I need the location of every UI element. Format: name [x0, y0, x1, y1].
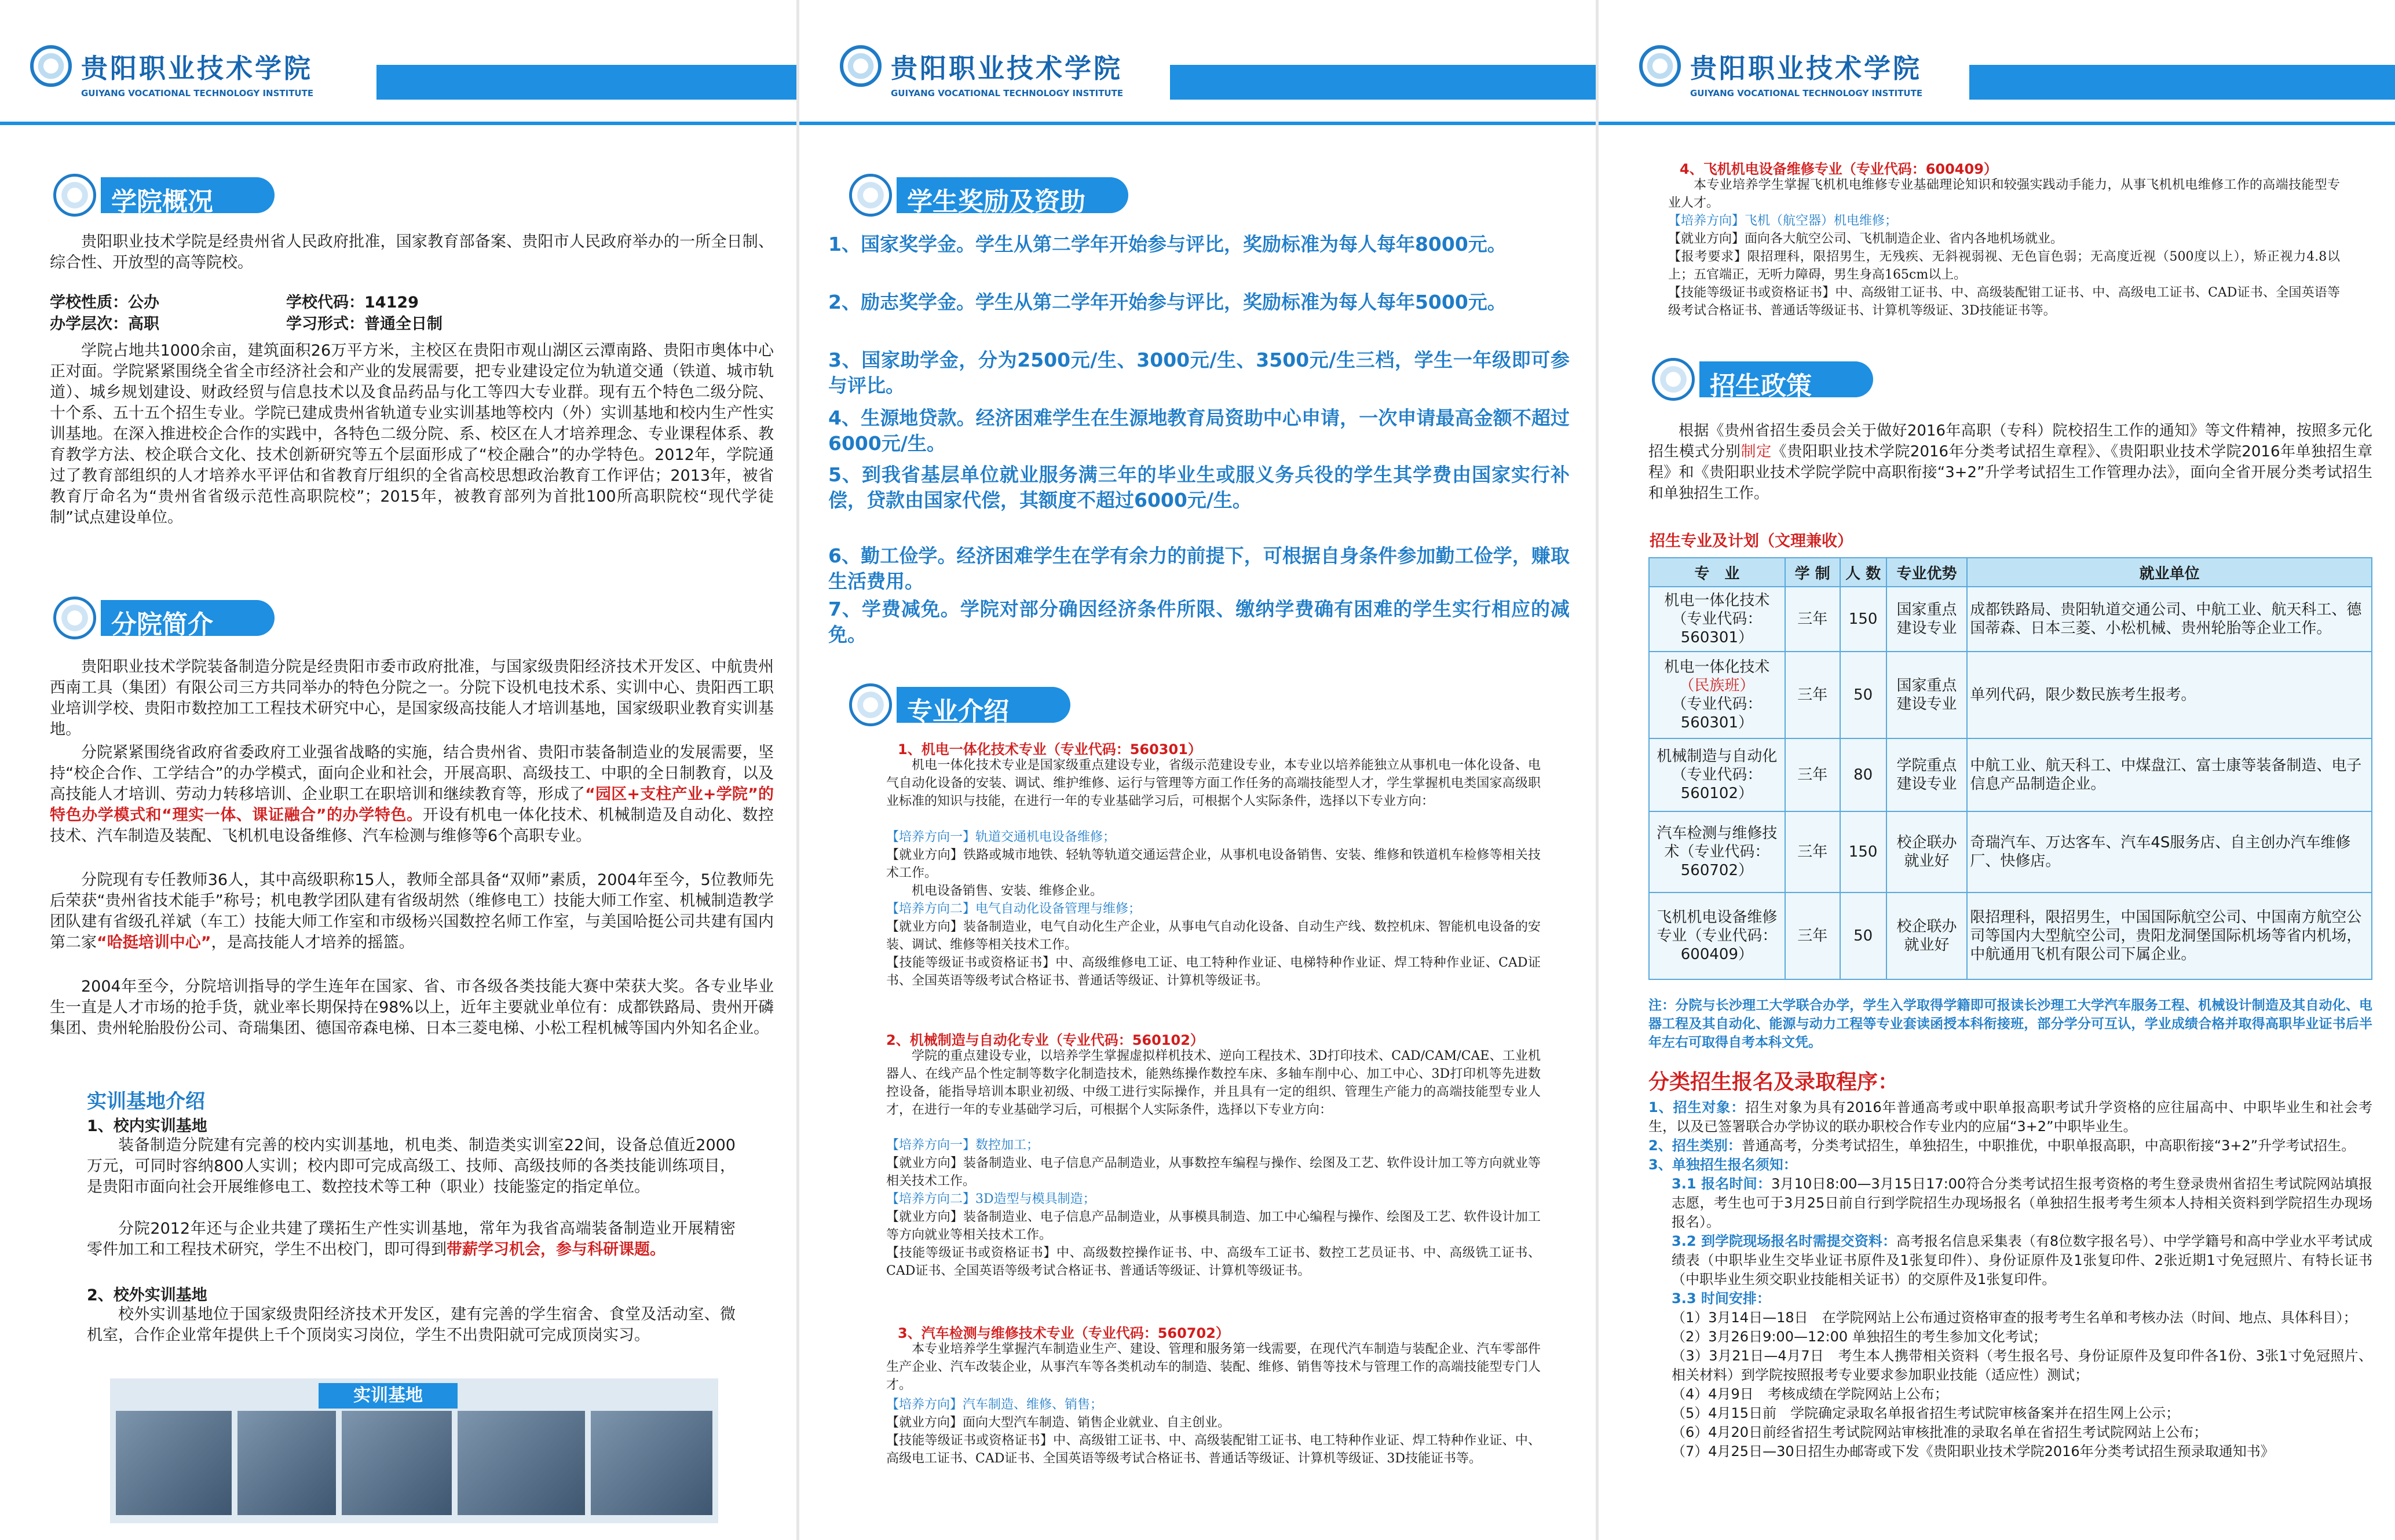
procedure-item: （1）3月14日—18日 在学院网站上公布通过资格审查的报考考生名单和考核办法（时间、地点、具体科目）； — [1672, 1309, 2357, 1326]
table-row — [1649, 892, 2372, 979]
cell-employers: 奇瑞汽车、万达客车、汽车4S服务店、自主创办汽车维修厂、快修店。 — [1967, 811, 2372, 892]
training-photos — [110, 1378, 718, 1523]
base-internal-text: 装备制造分院建有完善的校内实训基地，机电类、制造类实训室22间，设备总值近2000万元，可同时容纳800人实训；校内即可完成高级工、技师、高级技师的各类技能训练项目，是贵阳市面向社会开展维修电工、数控技术等工种（职业）技能鉴定的指定单位。 — [87, 1136, 736, 1196]
cell-major: 机电一体化技术（专业代码：560301） — [1649, 587, 1785, 652]
aid-item-7: 7、学费减免。学院对部分确因经济条件所限、缴纳学费确有困难的学生实行相应的减免。 — [828, 598, 1570, 646]
panel-right — [1599, 0, 2395, 1540]
procedure-item: 1、招生对象：招生对象为具有2016年普通高考或中职单报高职考试升学资格的应往届高中、中职毕业生和社会考生，以及已签署联合办学协议的联办职校合作专业内的应届“3+2”中职毕业生。 — [1648, 1099, 2373, 1135]
cell-employers: 限招理科，限招男生，中国国际航空公司、中国南方航空公司等国内大型航空公司，贵阳龙洞堡国际机场等省内机场，中航通用飞机有限公司下属企业。 — [1967, 892, 2372, 979]
major-4-detail: 【培养方向】飞机（航空器）机电维修； 【就业方向】面向各大航空公司、飞机制造企业、省内各地机场就业。 【报考要求】限招理科，限招男生，无残疾、无斜视弱视、无色盲色弱；无高度近视（500度以上），矫正视力4.8以上；五官端正，无听力障碍，男生身高165cm以上。 【技能等级证书或资格证书】中、高级钳工证书、中、高级装配钳工证书、中、高级电工证书、CAD证书、全国英语等级考试合格证书、普通话等级证书、计算机等级证、3D技能证书等。 — [1668, 214, 2340, 318]
procedure-item: （5）4月15日前 学院确定录取名单报省招生考试院审核备案并在招生网上公示； — [1672, 1405, 2180, 1421]
school-seal-icon — [53, 597, 96, 639]
section-title: 学院概况 — [111, 187, 213, 217]
aid-item-3: 3、国家助学金，分为2500元/生、3000元/生、3500元/生三档，学生一年级即可参与评比。 — [828, 349, 1570, 397]
procedure-item: 3.2 到学院现场报名时需提交资料：高考报名信息采集表（有8位数字报名号）、中学学籍号和高中学业水平考试成绩表（中职毕业生交毕业证书原件及1张复印件）、身份证原件及1张复印件、2张近期1寸免冠照片、有特长证书（中职毕业生须交职业技能相关证书）的交原件及1张复印件。 — [1672, 1233, 2372, 1287]
cell-employers: 单列代码，限少数民族考生报考。 — [1967, 652, 2372, 738]
major-2-heading: 2、机械制造与自动化专业（专业代码：560102） — [886, 1032, 1204, 1048]
cell-advantage: 国家重点建设专业 — [1886, 587, 1968, 652]
school-name-en: GUIYANG VOCATIONAL TECHNOLOGY INSTITUTE — [891, 88, 1124, 98]
school-name-cn: 贵阳职业技术学院 — [891, 53, 1122, 84]
cell-employers: 成都铁路局、贵阳轨道交通公司、中航工业、航天科工、德国蒂森、日本三菱、小松机械、贵州轮胎等企业工作。 — [1967, 587, 2372, 652]
branch-intro: 贵阳职业技术学院装备制造分院是经贵阳市委市政府批准，与国家级贵阳经济技术开发区、中航贵州西南工具（集团）有限公司三方共同举办的特色分院之一。分院下设机电技术系、实训中心、贵阳西工职业培训学校、贵阳市数控加工工程技术研究中心，是国家级高技能人才培训基地，国家级职业教育实训基地。 — [50, 658, 774, 738]
section-title: 分院简介 — [111, 610, 213, 639]
major-1-detail: 【培养方向一】轨道交通机电设备维修； 【就业方向】铁路或城市地铁、轻轨等轨道交通运营企业，从事机电设备销售、安装、维修和铁道机车检修等相关技术工作。 机电设备销售、安装、维修企业。 【培养方向二】电气自动化设备管理与维修； 【就业方向】装备制造业，电气自动化生产企业，从事电气自动化设备、自动生产线、数控机床、智能机电设备的安装、调试、维修等相关技术工作。 【技能等级证书或资格证书】中、高级维修电工证、电工特种作业证、电梯特种作业证、焊工特种作业证、CAD证书、全国英语等级考试合格证书、普通话等级证、计算机等级证书。 — [886, 830, 1541, 988]
header-blue-bar — [1170, 65, 1596, 100]
cell-years: 三年 — [1785, 652, 1840, 738]
training-photo — [591, 1411, 712, 1515]
school-seal-icon — [849, 174, 892, 217]
cell-employers: 中航工业、航天科工、中煤盘江、富士康等装备制造、电子信息产品制造企业。 — [1967, 738, 2372, 811]
training-photo — [342, 1411, 452, 1515]
table-header: 人 数 — [1840, 558, 1886, 587]
overview-intro: 贵阳职业技术学院是经贵州省人民政府批准，国家教育部备案、贵阳市人民政府举办的一所全日制、综合性、开放型的高等院校。 — [50, 233, 774, 272]
procedure-item: 3、单独招生报名须知： — [1648, 1157, 1797, 1173]
page-header — [1599, 0, 2395, 122]
school-level: 办学层次：高职 — [50, 315, 159, 333]
school-seal-icon — [840, 45, 882, 87]
table-header-row — [1649, 558, 2372, 587]
cell-major: 汽车检测与维修技术（专业代码：560702） — [1649, 811, 1785, 892]
cell-count: 150 — [1840, 811, 1886, 892]
policy-text: 根据《贵州省招生委员会关于做好2016年高职（专科）院校招生工作的通知》等文件精神，按照多元化招生模式分别制定《贵阳职业技术学院2016年分类考试招生章程》、《贵阳职业技术学院2016年单独招生章程》和《贵阳职业技术学院学院中高职衔接“3+2”升学考试招生工作管理办法》，面向全省开展分类考试招生和单独招生工作。 — [1648, 422, 2372, 502]
section-title: 专业介绍 — [907, 697, 1009, 726]
base-external-text: 校外实训基地位于国家级贵阳经济技术开发区，建有完善的学生宿舍、食堂及活动室、微机室，合作企业常年提供上千个顶岗实习岗位，学生不出贵阳就可完成顶岗实习。 — [87, 1305, 736, 1344]
major-3-body: 本专业培养学生掌握汽车制造业生产、建设、管理和服务第一线需要，在现代汽车制造与装配企业、汽车零部件生产企业、汽车改装企业，从事汽车等各类机动车的制造、装配、维修、销售等技术与管理工作的高端技能型专门人才。 — [886, 1342, 1541, 1392]
major-2-body: 学院的重点建设专业，以培养学生掌握虚拟样机技术、逆向工程技术、3D打印技术、CAD/CAM/CAE、工业机器人、在线产品个性定制等数字化制造技术，能熟练操作数控车床、多轴车削中心、加工中心、3D打印机等先进数控设备，能指导培训本职业初级、中级工进行实际操作，并且具有一定的组织、管理生产能力的高端技能型专业人才，在进行一年的专业基础学习后，可根据个人实际条件，选择以下专业方向： — [886, 1049, 1541, 1117]
school-seal-icon — [849, 683, 892, 726]
major-3-detail: 【培养方向】汽车制造、维修、销售； 【就业方向】面向大型汽车制造、销售企业就业、自主创业。 【技能等级证书或资格证书】中、高级钳工证书、中、高级装配钳工证书、电工特种作业证、焊工特种作业证、中、高级电工证书、CAD证书、全国英语等级考试合格证书、普通话等级证、计算机等级证、3D技能证书等。 — [886, 1398, 1541, 1466]
base-heading-internal: 1、校内实训基地 — [87, 1117, 207, 1135]
cell-count: 50 — [1840, 652, 1886, 738]
cell-years: 三年 — [1785, 738, 1840, 811]
major-1-heading: 1、机电一体化技术专业（专业代码：560301） — [898, 741, 1202, 758]
cooperation-note: 注：分院与长沙理工大学联合办学，学生入学取得学籍即可报读长沙理工大学汽车服务工程、机械设计制造及其自动化、电器工程及其自动化、能源与动力工程等专业套读函授本科衔接班，部分学分可互认，学业成绩合格并取得高职毕业证书后半年左右可取得自考本科文凭。 — [1648, 998, 2372, 1050]
panel-middle — [799, 0, 1596, 1540]
table-row — [1649, 652, 2372, 738]
procedure-item: （4）4月9日 考核成绩在学院网站上公布； — [1672, 1386, 1948, 1402]
aid-item-5: 5、到我省基层单位就业服务满三年的毕业生或服义务兵役的学生其学费由国家实行补偿，贷款由国家代偿，其额度不超过6000元/生。 — [828, 463, 1570, 511]
table-header: 专 业 — [1649, 558, 1785, 587]
branch-faculty: 分院现有专任教师36人，其中高级职称15人，教师全部具备“双师”素质，2004年至今，5位教师先后荣获“贵州省技术能手”称号；机电教学团队建有省级胡然（维修电工）技能大师工作室、机械制造教学团队建有省级孔祥斌（车工）技能大师工作室和市级杨兴国数控名师工作室，与美国哈挺公司共建有国内第二家“哈挺培训中心”，是高技能人才培养的摇篮。 — [50, 871, 774, 952]
header-blue-bar — [376, 65, 796, 100]
cell-major: 机械制造与自动化（专业代码：560102） — [1649, 738, 1785, 811]
header-divider — [799, 122, 1596, 125]
cell-advantage: 学院重点建设专业 — [1886, 738, 1968, 811]
enrollment-plan-table — [1648, 557, 2372, 980]
school-name-en: GUIYANG VOCATIONAL TECHNOLOGY INSTITUTE — [1690, 88, 1923, 98]
cell-years: 三年 — [1785, 587, 1840, 652]
school-seal-icon — [53, 174, 96, 217]
photo-caption: 实训基地 — [319, 1383, 458, 1409]
cell-major: 飞机机电设备维修专业（专业代码：600409） — [1649, 892, 1785, 979]
procedure-item: （2）3月26日9:00—12:00 单独招生的考生参加文化考试； — [1672, 1329, 2047, 1345]
section-title: 招生政策 — [1710, 371, 1812, 401]
table-row — [1649, 738, 2372, 811]
training-photo — [458, 1411, 585, 1515]
major-2-detail: 【培养方向一】数控加工； 【就业方向】装备制造业、电子信息产品制造业，从事数控车编程与操作、绘图及工艺、软件设计加工等方向就业等相关技术工作。 【培养方向二】3D造型与模具制造； 【就业方向】装备制造业、电子信息产品制造业，从事模具制造、加工中心编程与操作、绘图及工艺、软件设计加工等方向就业等相关技术工作。 【技能等级证书或资格证书】中、高级数控操作证书、中、高级车工证书、数控工艺员证书、中、高级铣工证书、CAD证书、全国英语等级考试合格证书、普通话等级证、计算机等级证书。 — [886, 1138, 1541, 1278]
cell-advantage: 校企联办就业好 — [1886, 892, 1968, 979]
header-divider — [1599, 122, 2395, 125]
school-nature: 学校性质：公办 — [50, 294, 159, 312]
aid-item-6: 6、勤工俭学。经济困难学生在学有余力的前提下，可根据自身条件参加勤工俭学，赚取生活费用。 — [828, 544, 1570, 592]
aid-item-4: 4、生源地贷款。经济困难学生在生源地教育局资助中心申请，一次申请最高金额不超过6000元/生。 — [828, 407, 1570, 455]
procedure-item: 2、招生类别：普通高考，分类考试招生，单独招生，中职推优，中职单报高职，中高职衔接“3+2”升学考试招生。 — [1648, 1137, 2356, 1154]
table-header: 专业优势 — [1886, 558, 1968, 587]
cell-major: 机电一体化技术 （民族班） （专业代码：560301） — [1649, 652, 1785, 738]
procedure-item: 3.1 报名时间：3月10日8:00—3月15日17:00符合分类考试招生报考资格的考生登录贵州省招生考试院网站填报志愿，考生也可于3月25日前自行到学院招生办现场报名（单独招生报考考生须本人持相关资料到学院招生办现场报名）。 — [1672, 1176, 2372, 1230]
page-header — [0, 0, 796, 122]
procedure-item: 3.3 时间安排： — [1672, 1290, 1771, 1307]
school-seal-icon — [30, 45, 72, 87]
cell-count: 150 — [1840, 587, 1886, 652]
table-row — [1649, 587, 2372, 652]
aid-item-1: 1、国家奖学金。学生从第二学年开始参与评比，奖励标准为每人每年8000元。 — [828, 233, 1507, 255]
header-blue-bar — [1969, 65, 2395, 100]
procedure-item: （7）4月25日—30日招生办邮寄或下发《贵阳职业技术学院2016年分类考试招生预录取通知书》 — [1672, 1443, 2275, 1459]
school-name-cn: 贵阳职业技术学院 — [81, 53, 313, 84]
school-seal-icon — [1639, 45, 1681, 87]
panel-left — [0, 0, 796, 1540]
table-row — [1649, 811, 2372, 892]
base-heading-external: 2、校外实训基地 — [87, 1286, 207, 1304]
base-production-text: 分院2012年还与企业共建了璞拓生产性实训基地，常年为我省高端装备制造业开展精密零件加工和工程技术研究，学生不出校门，即可得到带薪学习机会，参与科研课题。 — [87, 1220, 736, 1259]
major-1-body: 机电一体化技术专业是国家级重点建设专业，省级示范建设专业，本专业以培养能独立从事机电一体化设备、电气自动化设备的安装、调试、维护维修、运行与管理等方面工作任务的高端技能型人才，学生掌握机电类国家高级职业标准的知识与技能，在进行一年的专业基础学习后，可根据个人实际条件，选择以下专业方向： — [886, 758, 1541, 809]
cell-years: 三年 — [1785, 892, 1840, 979]
school-code: 学校代码：14129 — [286, 294, 419, 312]
cell-advantage: 校企联办就业好 — [1886, 811, 1968, 892]
procedure-item: （3）3月21日—4月7日 考生本人携带相关资料（考生报名号、身份证原件及复印件各1份、3张1寸免冠照片、相关材料）到学院按照报考专业要求参加职业技能（适应性）测试； — [1672, 1348, 2372, 1383]
cell-advantage: 国家重点建设专业 — [1886, 652, 1968, 738]
branch-achievements: 2004年至今，分院培训指导的学生连年在国家、省、市各级各类技能大赛中荣获大奖。各专业毕业生一直是人才市场的抢手货，就业率长期保持在98%以上，近年主要就业单位有：成都铁路局、贵州开磷集团、贵州轮胎股份公司、奇瑞集团、德国帝森电梯、日本三菱电梯、小松工程机械等国内外知名企业。 — [50, 978, 774, 1037]
major-3-heading: 3、汽车检测与维修技术专业（专业代码：560702） — [898, 1325, 1230, 1341]
major-4-body: 本专业培养学生掌握飞机机电维修专业基础理论知识和较强实践动手能力，从事飞机机电维修工作的高端技能型专业人才。 — [1668, 178, 2340, 210]
school-name-en: GUIYANG VOCATIONAL TECHNOLOGY INSTITUTE — [81, 88, 314, 98]
plan-label: 招生专业及计划（文理兼收） — [1650, 532, 1853, 550]
school-name-cn: 贵阳职业技术学院 — [1690, 53, 1922, 84]
cell-years: 三年 — [1785, 811, 1840, 892]
school-seal-icon — [1652, 358, 1695, 401]
branch-mode: 分院紧紧围绕省政府省委政府工业强省战略的实施，结合贵州省、贵阳市装备制造业的发展需要，坚持“校企合作、工学结合”的办学模式，面向企业和社会，开展高职、高级技工、中职的全日制教育，以及高技能人才培训、劳动力转移培训、企业职工在职培训和继续教育等，形成了“园区+支柱产业+学院”的特色办学模式和“理实一体、课证融合”的办学特色。开设有机电一体化技术、机械制造及自动化、数控技术、汽车制造及装配、飞机机电设备维修、汽车检测与维修等6个高职专业。 — [50, 744, 774, 845]
major-4-heading: 4、飞机机电设备维修专业（专业代码：600409） — [1680, 161, 1998, 177]
overview-details: 学院占地共1000余亩，建筑面积26万平方米，主校区在贵阳市观山湖区云潭南路、贵阳市奥体中心正对面。学院紧紧围绕全省全市经济社会和产业的发展需要，把专业建设定位为轨道交通（铁道、城市轨道）、城乡规划建设、财政经贸与信息技术以及食品药品与化工等四大专业群。现有五个特色二级分院、十个系、五十五个招生专业。学院已建成贵州省轨道专业实训基地等校内（外）实训基地和校内生产性实训基地。在深入推进校企合作的实践中，各特色二级分院、系、校区在人才培养理念、专业课程体系、教育教学方法、校企联合文化、技术创新研究等五个层面形成了“校企融合”的办学特色。2012年，学院通过了教育部组织的人才培养水平评估和省教育厅组织的全省高校思想政治教育工作评估；2013年，被省教育厅命名为“贵州省省级示范性高职院校”；2015年，被教育部列为首批100所高职院校“现代学徒制”试点建设单位。 — [50, 342, 774, 526]
table-header: 学 制 — [1785, 558, 1840, 587]
table-header: 就业单位 — [1967, 558, 2372, 587]
page-header — [799, 0, 1596, 122]
section-title: 学生奖励及资助 — [907, 187, 1085, 217]
procedure-item: （6）4月20日前经省招生考试院网站审核批准的录取名单在省招生考试院网站上公布； — [1672, 1424, 2208, 1440]
aid-item-2: 2、励志奖学金。学生从第二学年开始参与评比，奖励标准为每人每年5000元。 — [828, 291, 1507, 313]
training-photo — [237, 1411, 336, 1515]
cell-count: 50 — [1840, 892, 1886, 979]
training-photo — [116, 1411, 232, 1515]
procedure-list — [1648, 1098, 2372, 1461]
cell-count: 80 — [1840, 738, 1886, 811]
base-title: 实训基地介绍 — [87, 1090, 205, 1113]
study-mode: 学习形式：普通全日制 — [286, 315, 443, 333]
header-divider — [0, 122, 796, 125]
procedure-title: 分类招生报名及录取程序： — [1648, 1070, 1899, 1094]
